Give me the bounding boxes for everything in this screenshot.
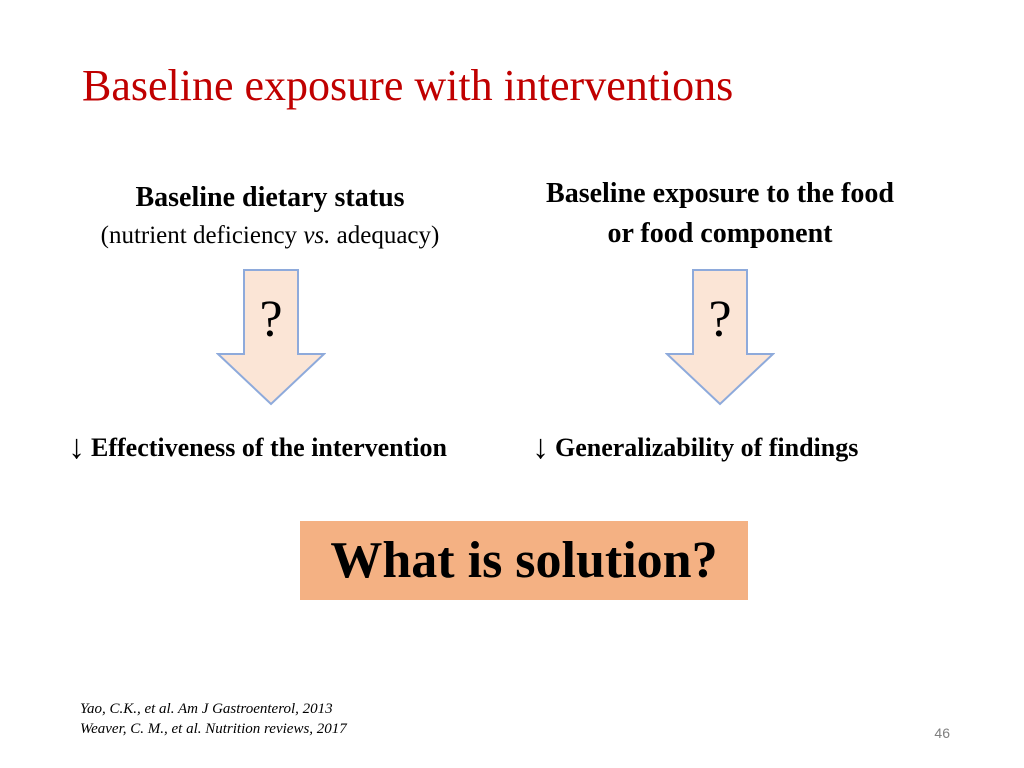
right-heading-line2: or food component (607, 218, 833, 249)
right-down-arrow (665, 268, 775, 408)
left-subheading-suffix: adequacy) (330, 222, 440, 249)
page-number: 46 (934, 725, 950, 741)
reference-item: Weaver, C. M., et al. Nutrition reviews, 2017 (80, 721, 347, 737)
right-column-heading (490, 174, 950, 254)
left-outcome-text: Effectiveness of the intervention (91, 433, 447, 462)
left-subheading-italic: vs. (303, 222, 331, 249)
solution-box: What is solution? (300, 521, 748, 600)
down-arrow-icon: ↓ (532, 429, 549, 466)
left-arrow-question-mark: ? (259, 291, 283, 348)
right-heading-line1: Baseline exposure to the food (546, 178, 894, 209)
reference-item: Yao, C.K., et al. Am J Gastroenterol, 2013 (80, 701, 333, 717)
down-arrow-icon: ↓ (68, 429, 85, 466)
left-outcome (68, 428, 447, 468)
right-outcome (532, 428, 858, 468)
slide-title: Baseline exposure with interventions (82, 61, 734, 110)
left-subheading (40, 218, 500, 254)
references (80, 699, 347, 739)
left-down-arrow (216, 268, 326, 408)
left-heading-text: Baseline dietary status (135, 182, 405, 213)
right-arrow-question-mark: ? (708, 291, 732, 348)
left-column-heading (40, 178, 500, 254)
right-outcome-text: Generalizability of findings (555, 433, 859, 462)
left-subheading-prefix: (nutrient deficiency (100, 222, 304, 249)
